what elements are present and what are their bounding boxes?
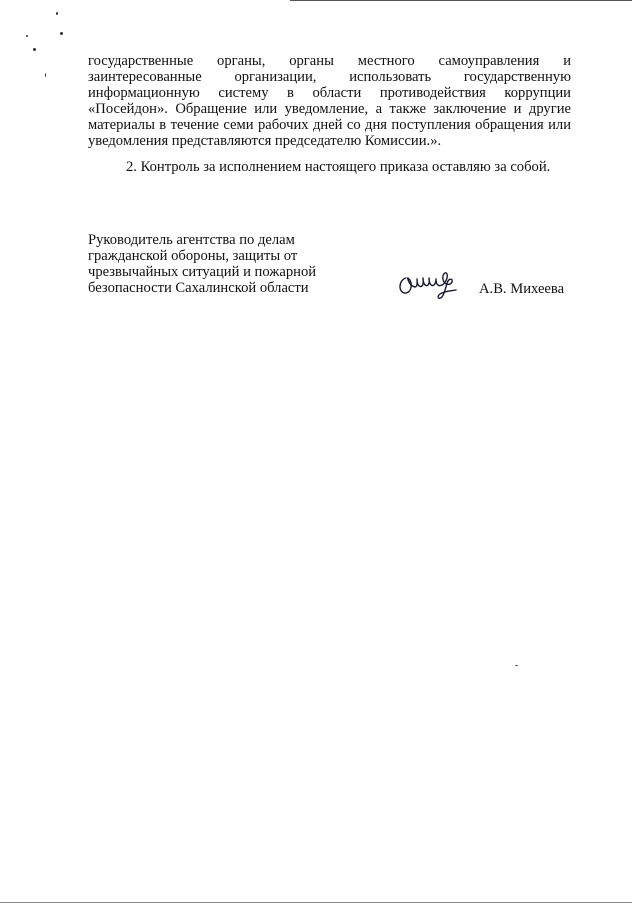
signatory-title bbox=[88, 232, 348, 296]
scan-top-edge bbox=[290, 0, 632, 1]
scan-speck bbox=[45, 73, 46, 77]
scan-speck bbox=[515, 665, 518, 666]
signatory-title-line: безопасности Сахалинской области bbox=[88, 280, 309, 296]
body-line: «Посейдон». Обращение или уведомление, а также заключение и другие bbox=[88, 101, 571, 117]
scan-bottom-edge bbox=[0, 902, 632, 903]
handwritten-signature-icon bbox=[396, 266, 458, 300]
body-line: материалы в течение семи рабочих дней со дня поступления обращения или bbox=[88, 117, 571, 133]
body-line: информационную систему в области противодействия коррупции bbox=[88, 85, 571, 101]
paragraph-continuation bbox=[88, 53, 571, 149]
scan-speck bbox=[26, 35, 28, 37]
body-line: государственные органы, органы местного самоуправления и bbox=[88, 53, 571, 69]
body-line: заинтересованные организации, использовать государственную bbox=[88, 69, 571, 85]
list-item-2: 2. Контроль за исполнением настоящего приказа оставляю за собой. bbox=[126, 159, 551, 175]
signatory-title-line: чрезвычайных ситуаций и пожарной bbox=[88, 264, 317, 280]
scan-speck bbox=[60, 32, 63, 35]
scan-speck bbox=[33, 48, 36, 51]
signatory-name: А.В. Михеева bbox=[479, 281, 565, 297]
signatory-title-line: гражданской обороны, защиты от bbox=[88, 248, 298, 264]
body-line-last: уведомления представляются председателю Комиссии.». bbox=[88, 133, 442, 149]
scan-speck bbox=[56, 12, 58, 15]
signatory-title-line: Руководитель агентства по делам bbox=[88, 232, 295, 248]
